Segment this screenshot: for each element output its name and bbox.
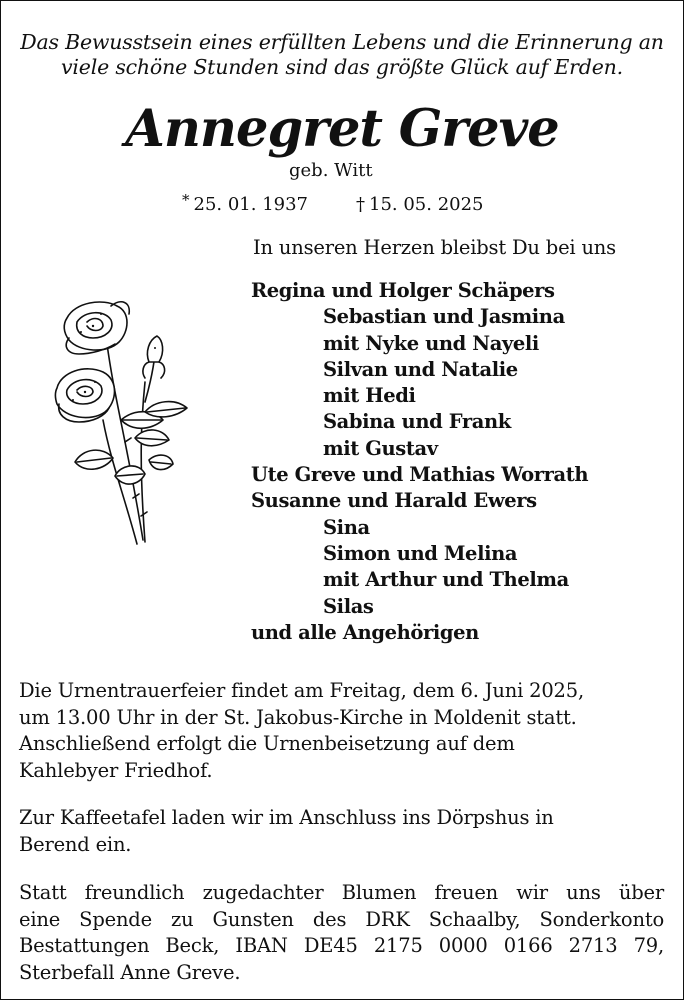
donation-line: Sterbefall Anne Greve. <box>19 960 241 984</box>
ceremony-line: Die Urnentrauerfeier findet am Freitag, dem 6. Juni 2025, <box>19 679 584 702</box>
family-member-line: Sabina und Frank <box>323 410 511 434</box>
maiden-name: geb. Witt <box>289 160 373 181</box>
ceremony-line: um 13.00 Uhr in der St. Jakobus-Kirche in Moldenit statt. <box>19 705 577 729</box>
birth-date-line <box>182 191 309 216</box>
family-member-line: Susanne und Harald Ewers <box>251 489 537 513</box>
family-member-line: Simon und Melina <box>323 541 518 565</box>
ceremony-line: Anschließend erfolgt die Urnenbeisetzung auf dem <box>19 732 515 755</box>
family-member-line: und alle Angehörigen <box>251 620 479 644</box>
birth-date: 25. 01. 1937 <box>193 194 309 215</box>
motto <box>0 30 684 80</box>
deceased-name: Annegret Greve <box>125 99 559 159</box>
family-member-line: mit Gustav <box>323 436 438 460</box>
coffee-line: Berend ein. <box>19 832 132 856</box>
family-list <box>251 278 588 646</box>
birth-star-icon: * <box>182 191 190 209</box>
death-date-line <box>356 194 484 216</box>
motto-line-1: Das Bewusstsein eines erfüllten Lebens und die Erinnerung an <box>20 30 664 54</box>
family-member-line: Silas <box>323 594 374 618</box>
coffee-line: Zur Kaffeetafel laden wir im Anschluss ins Dörpshus in <box>19 806 554 829</box>
coffee-paragraph <box>19 805 664 858</box>
heart-line: In unseren Herzen bleibst Du bei uns <box>253 236 616 259</box>
family-member-line: Ute Greve und Mathias Worrath <box>251 463 589 487</box>
family-member-line: Sebastian und Jasmina <box>323 305 565 329</box>
family-member-line: Regina und Holger Schäpers <box>251 279 555 302</box>
rose-illustration-icon <box>45 292 197 552</box>
donation-line: Bestattungen Beck, IBAN DE45 2175 0000 0166 2713 79, <box>19 934 664 957</box>
death-date: 15. 05. 2025 <box>369 194 484 215</box>
ceremony-line: Kahlebyer Friedhof. <box>19 758 213 782</box>
donation-line: eine Spende zu Gunsten des DRK Schaalby, Sonderkonto <box>19 907 664 931</box>
donation-paragraph <box>19 880 664 986</box>
family-member-line: mit Arthur und Thelma <box>323 568 569 592</box>
ceremony-paragraph <box>19 678 664 784</box>
donation-line: Statt freundlich zugedachter Blumen freuen wir uns über <box>19 881 664 904</box>
family-member-line: mit Hedi <box>323 384 416 408</box>
family-member-line: Silvan und Natalie <box>323 357 518 381</box>
motto-line-2: viele schöne Stunden sind das größte Glück auf Erden. <box>61 55 623 79</box>
family-member-line: Sina <box>323 515 370 539</box>
death-cross-icon: † <box>356 194 365 215</box>
family-member-line: mit Nyke und Nayeli <box>323 331 539 355</box>
